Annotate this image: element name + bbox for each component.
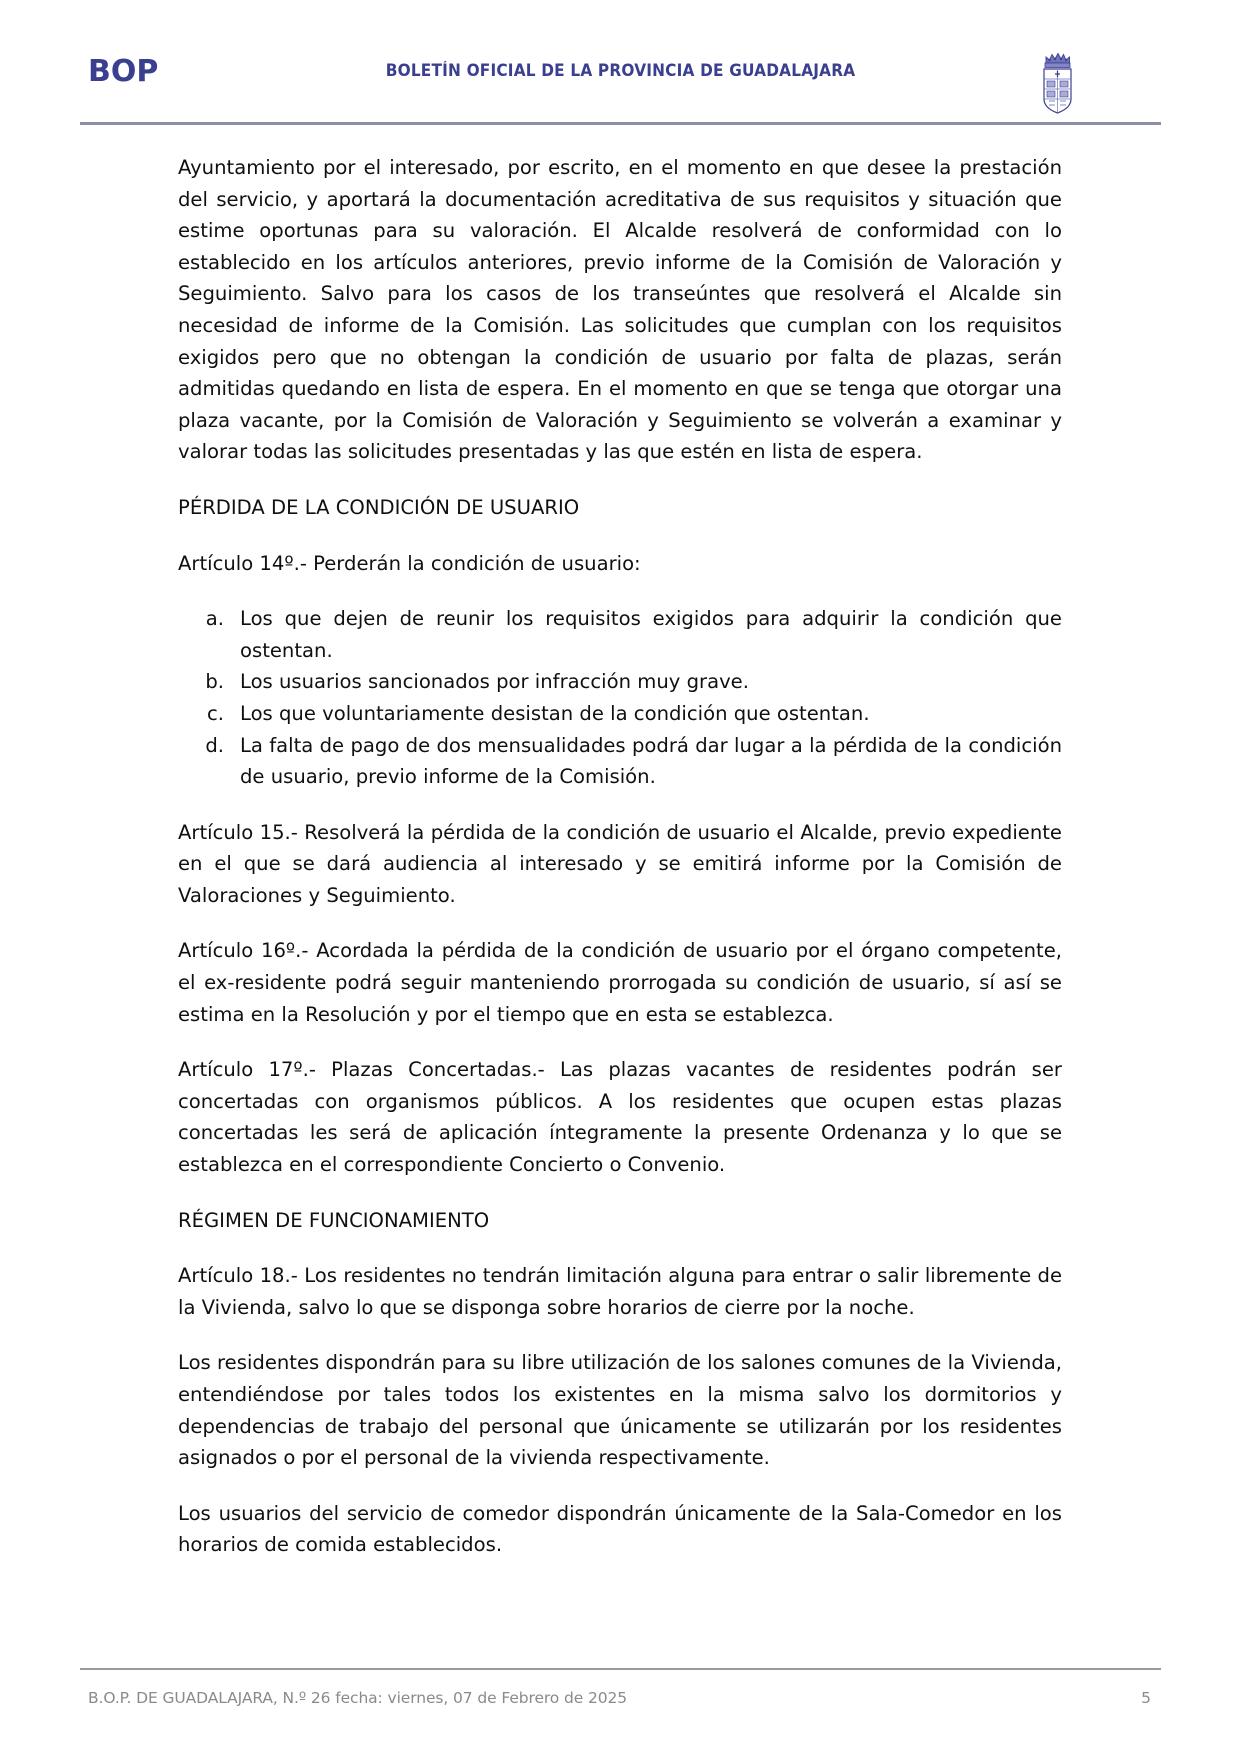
list-item bbox=[178, 603, 1062, 666]
bop-logo: BOP bbox=[88, 54, 159, 89]
document-content bbox=[178, 152, 1062, 1585]
section-heading: PÉRDIDA DE LA CONDICIÓN DE USUARIO bbox=[178, 495, 580, 519]
header-title: BOLETÍN OFICIAL DE LA PROVINCIA DE GUADALAJARA bbox=[385, 61, 856, 80]
list-item bbox=[178, 698, 1062, 730]
paragraph: Los residentes dispondrán para su libre utilización de los salones comunes de la Vivienda, entendiéndose por tales todos los existentes en la misma salvo los dormitorios y dependencias de trabajo del personal que únicamente se utilizarán por los residentes asignados o por el personal de la vivienda respectivamente. bbox=[178, 1351, 1062, 1470]
list-item-text: Los que dejen de reunir los requisitos exigidos para adquirir la condición que ostentan. bbox=[240, 607, 1062, 662]
paragraph: Ayuntamiento por el interesado, por escrito, en el momento en que desee la prestación del servicio, y aportará la documentación acreditativa de sus requisitos y situación que estime oportunas para su valoración. El Alcalde resolverá de conformidad con lo establecido en los artículos anteriores, previo informe de la Comisión de Valoración y Seguimiento. Salvo para los casos de los transeúntes que resolverá el Alcalde sin necesidad de informe de la Comisión. Las solicitudes que cumplan con los requisitos exigidos pero que no obtengan la condición de usuario por falta de plazas, serán admitidas quedando en lista de espera. En el momento en que se tenga que otorgar una plaza vacante, por la Comisión de Valoración y Seguimiento se volverán a examinar y valorar todas las solicitudes presentadas y las que estén en lista de espera. bbox=[178, 156, 1062, 464]
section-heading: RÉGIMEN DE FUNCIONAMIENTO bbox=[178, 1208, 490, 1232]
footer-reference: B.O.P. DE GUADALAJARA, N.º 26 fecha: viernes, 07 de Febrero de 2025 bbox=[88, 1689, 628, 1707]
guadalajara-coat-of-arms-icon bbox=[1035, 44, 1081, 116]
list-item bbox=[178, 666, 1062, 698]
paragraph: Artículo 14º.- Perderán la condición de usuario: bbox=[178, 551, 641, 575]
list-item-text: Los usuarios sancionados por infracción muy grave. bbox=[240, 670, 749, 694]
footer-page-number: 5 bbox=[1141, 1689, 1151, 1707]
paragraph: Artículo 17º.- Plazas Concertadas.- Las plazas vacantes de residentes podrán ser concertadas con organismos públicos. A los residentes que ocupen estas plazas concertadas les será de aplicación íntegramente la presente Ordenanza y lo que se establezca en el correspondiente Concierto o Convenio. bbox=[178, 1058, 1062, 1177]
lettered-list bbox=[178, 603, 1062, 793]
paragraph: Los usuarios del servicio de comedor dispondrán únicamente de la Sala-Comedor en los horarios de comida establecidos. bbox=[178, 1501, 1062, 1557]
list-item-marker: c. bbox=[206, 701, 224, 725]
list-item bbox=[178, 730, 1062, 793]
header-divider bbox=[80, 122, 1161, 125]
paragraph: Artículo 18.- Los residentes no tendrán limitación alguna para entrar o salir libremente de la Vivienda, salvo lo que se disponga sobre horarios de cierre por la noche. bbox=[178, 1264, 1062, 1319]
paragraph: Artículo 15.- Resolverá la pérdida de la condición de usuario el Alcalde, previo expediente en el que se dará audiencia al interesado y se emitirá informe por la Comisión de Valoraciones y Seguimiento. bbox=[178, 820, 1062, 907]
list-item-text: La falta de pago de dos mensualidades podrá dar lugar a la pérdida de la condición de usuario, previo informe de la Comisión. bbox=[240, 733, 1062, 789]
footer-divider bbox=[80, 1668, 1161, 1670]
list-item-text: Los que voluntariamente desistan de la condición que ostentan. bbox=[240, 701, 870, 725]
page-header bbox=[0, 0, 1241, 128]
header-inner bbox=[88, 48, 1153, 110]
list-item-marker: b. bbox=[205, 670, 224, 694]
page-footer bbox=[88, 1682, 1153, 1714]
list-item-marker: a. bbox=[205, 607, 224, 631]
list-item-marker: d. bbox=[205, 733, 224, 757]
paragraph: Artículo 16º.- Acordada la pérdida de la condición de usuario por el órgano competente, el ex-residente podrá seguir manteniendo prorrogada su condición de usuario, sí así se estima en la Resolución y por el tiempo que en esta se establezca. bbox=[178, 939, 1062, 1026]
